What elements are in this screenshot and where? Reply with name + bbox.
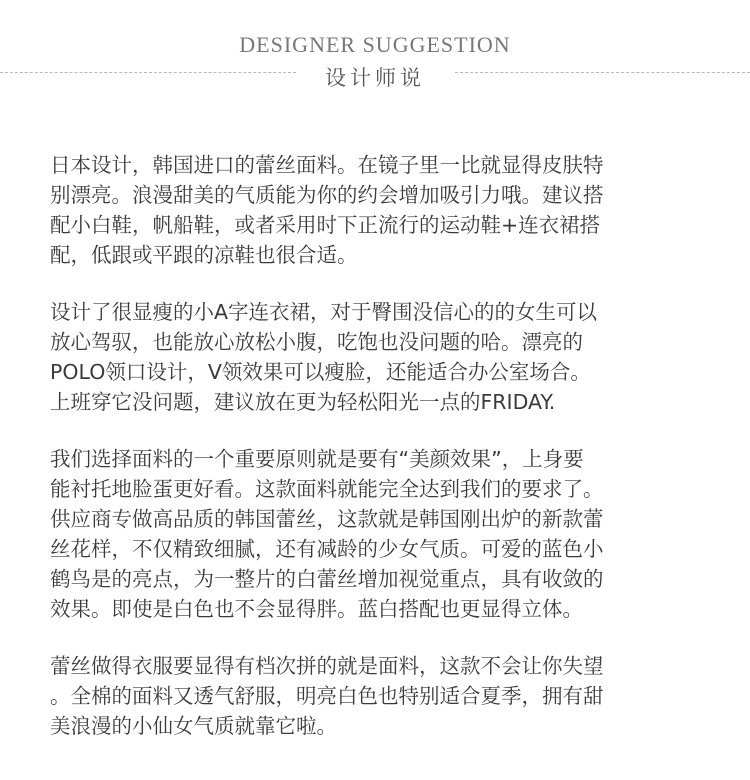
paragraph-1: 日本设计，韩国进口的蕾丝面料。在镜子里一比就显得皮肤特 别漂亮。浪漫甜美的气质能为你的约会增加吸引力哦。建议搭 配小白鞋，帆船鞋，或者采用时下正流行的运动鞋+连衣裙搭 配，低跟或平跟的凉鞋也很合适。 [50, 153, 604, 267]
paragraph-3: 我们选择面料的一个重要原则就是要有“美颜效果”，上身要 能衬托地脸蛋更好看。这款面料就能完全达到我们的要求了。 供应商专做高品质的韩国蕾丝，这款就是韩国刚出炉的新款蕾 丝花样，不仅精致细腻，还有减龄的少女气质。可爱的蓝色小 鹤鸟是的亮点，为一整片的白蕾丝增加视觉重点，具有收敛的 效果。即使是白色也不会显得胖。蓝白搭配也更显得立体。 [50, 447, 604, 621]
paragraph-4: 蕾丝做得衣服要显得有档次拼的就是面料，这款不会让你失望 。全棉的面料又透气舒服，明亮白色也特别适合夏季，拥有甜 美浪漫的小仙女气质就靠它啦。 [50, 654, 604, 738]
header-subtitle: 设计师说 [325, 66, 425, 90]
paragraph-2: 设计了很显瘦的小A字连衣裙，对于臀围没信心的的女生可以 放心驾驭，也能放心放松小腹，吃饱也没问题的哈。漂亮的 POLO领口设计，V领效果可以瘦脸，还能适合办公室场合。 上班穿它没问题，建议放在更为轻松阳光一点的FRIDAY. [50, 300, 598, 414]
suggestion-body [50, 150, 710, 768]
header-title: DESIGNER SUGGESTION [239, 32, 511, 57]
section-header [0, 0, 750, 110]
